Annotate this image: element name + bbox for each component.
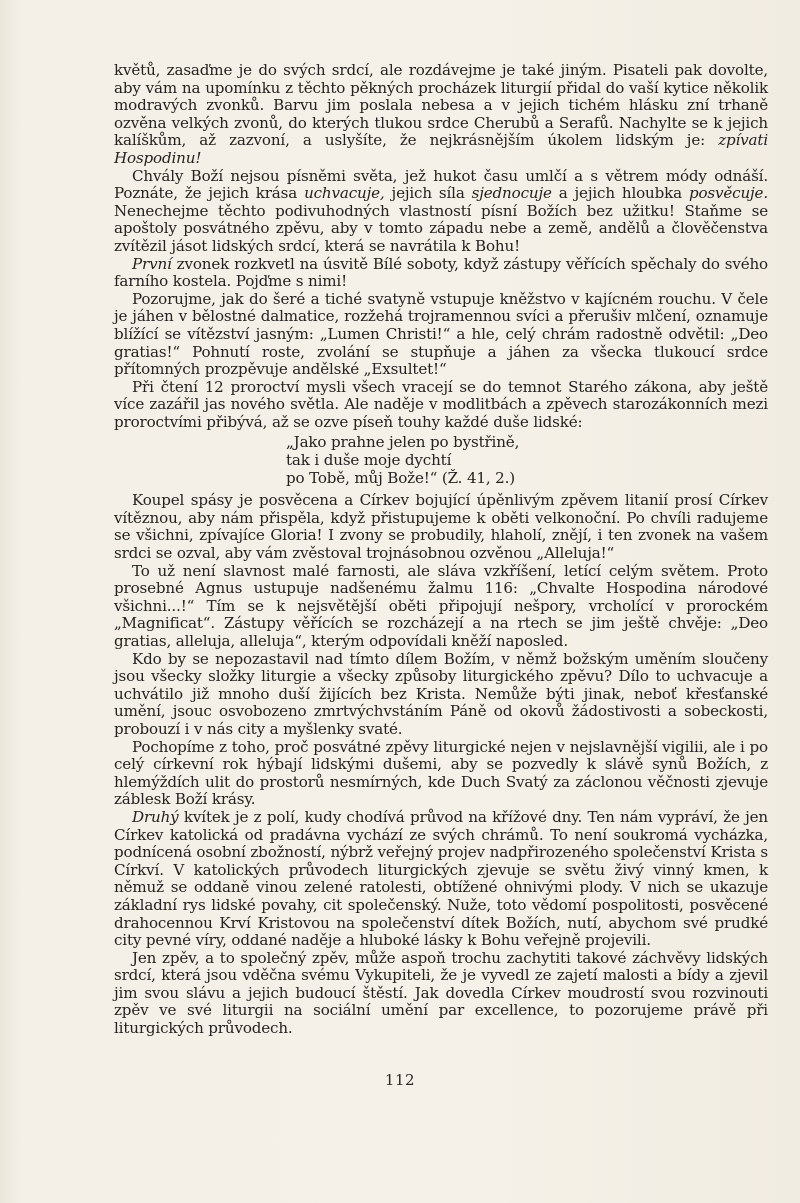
italic-text: zpívati Hospodinu! <box>114 131 768 167</box>
paragraph <box>114 379 768 432</box>
quote-line: tak i duše moje dychtí <box>286 451 452 470</box>
paragraph <box>114 168 768 256</box>
paragraph <box>114 62 768 168</box>
text-run: Koupel spásy je posvěcena a Církev bojující úpěnlivým zpěvem litanií prosí Církev vítěznou, aby nám přispěla, když přistupujeme k oběti velkonoční. Po chvíli radujeme se všichni, zpívajíce Gloria! I zvony se probudily, hlaholí, znějí, i ten zvonek na vašem srdci se ozval, aby vám zvěstoval trojnásobnou ozvěnou „Alleluja!“ <box>114 491 768 563</box>
text-run: Jen zpěv, a to společný zpěv, může aspoň trochu zachytiti takové záchvěvy lidských srdcí, která jsou vděčna svému Vykupiteli, že je vyvedl ze zajetí malosti a bídy a zjevil jim svou slávu a jejich budoucí štěstí. Jak dovedla Církev moudrostí svou rozvinouti zpěv ve své liturgii na sociální umění par excellence, to pozorujeme právě při liturgických průvodech. <box>114 948 768 1038</box>
text-run: květů, zasaďme je do svých srdcí, ale rozdávejme je také jiným. Pisateli pak dovolte, aby vám na upomínku z těchto pěkných procházek liturgií přidal do vaší kytice několik modravých zvonků. Barvu jim poslala nebesa a v jejich tichém hlásku zní trhaně ozvěna velkých zvonů, do kterých tlukou srdce Cherubů a Serafů. Nachylte se k jejich kalíškům, až zazvoní, a uslyšíte, že nejkrásnějším úkolem lidským je: <box>114 61 768 150</box>
italic-text: posvěcuje. <box>688 184 768 203</box>
body-text <box>114 62 768 1038</box>
text-run: zvonek rozkvetl na úsvitě Bílé soboty, když zástupy věřících spěchaly do svého farního kostela. Pojďme s nimi! <box>114 254 768 291</box>
paragraph <box>114 291 768 379</box>
italic-text: Druhý <box>132 807 179 826</box>
paragraph <box>114 809 768 950</box>
paragraph <box>114 651 768 739</box>
text-run: Při čtení 12 proroctví mysli všech vracejí se do temnot Starého zákona, aby ještě více zazářil jas nového světla. Ale naděje v modlitbách a zpěvech starozákonních mezi proroctvími přibývá, až se ozve píseň touhy každé duše lidské: <box>114 377 768 431</box>
page-number: 112 <box>384 1071 416 1089</box>
text-run: Kdo by se nepozastavil nad tímto dílem Božím, v němž božským uměním sloučeny jsou všecky složky liturgie a všecky způsoby liturgického zpěvu? Dílo to uchvacuje a uchvátilo již mnoho duší žijících bez Krista. Nemůže býti jinak, neboť křesťanské umění, jsouc osvobozeno zmrtvýchvstáním Páně od okovů žádostivosti a sobeckosti, probouzí i v nás city a myšlenky svaté. <box>114 649 768 738</box>
italic-text: První <box>132 254 172 273</box>
italic-text: uchvacuje, <box>304 184 385 203</box>
text-run: a jejich hloubka <box>551 184 689 203</box>
text-run: jejich síla <box>384 184 472 203</box>
text-run: kvítek je z polí, kudy chodívá průvod na křížové dny. Ten nám vypráví, že jen Církev katolická od pradávna vychází ze svých chrámů. To není soukromá vycházka, podnícená osobní zbožností, nýbrž veřejný projev nadpřirozeného společenství Krista s Církví. V katolických průvodech liturgických zjevuje se světu živý vinný kmen, k němuž se oddaně vinou zelené ratolesti, obtížené ohnivými plody. V nich se ukazuje základní rys lidské povahy, cit společenský. Nuže, toto vědomí pospolitosti, posvěcené drahocennou Krví Kristovou na společenství dítek Božích, nutí, abychom své prudké city pevné víry, oddané naděje a hluboké lásky k Bohu veřejně projevili. <box>114 807 768 950</box>
paragraph <box>114 739 768 809</box>
text-run: Nenechejme těchto podivuhodných vlastností písní Božích bez užitku! Staňme se apoštoly posvátného zpěvu, aby v tomto západu nebe a země, andělů a člověčenstva zvítězil jásot lidských srdcí, která se navrátila k Bohu! <box>114 201 768 255</box>
text-run: Pochopíme z toho, proč posvátné zpěvy liturgické nejen v nejslavnější vigilii, ale i po celý církevní rok hýbají lidskými dušemi, aby se pozvedly k slávě synů Božích, z hlemýždích ulit do prostorů nesmírných, kde Duch Svatý za záclonou věčnosti zjevuje záblesk Boží krásy. <box>114 737 768 809</box>
text-run: Chvály Boží nejsou písněmi světa, jež hukot času umlčí a s větrem módy odnáší. Poznáte, že jejich krása <box>114 166 768 203</box>
italic-text: sjednocuje <box>471 184 552 203</box>
quote-line: „Jako prahne jelen po bystřině, <box>286 433 520 452</box>
psalm-quote <box>286 434 768 487</box>
paragraph <box>114 256 768 291</box>
paragraph <box>114 563 768 651</box>
text-run: To už není slavnost malé farnosti, ale sláva vzkříšení, letící celým světem. Proto prosebné Agnus ustupuje nadšenému žalmu 116: „Chvalte Hospodina národové všichni...!“ Tím se k nejsvětější oběti připojují nešpory, vrcholící v prorockém „Magnificat“. Zástupy věřících se rozcházejí a na rtech se jim ještě chvěje: „Deo gratias, alleluja, alleluja“, kterým odpovídali kněží naposled. <box>114 561 768 650</box>
text-run: Pozorujme, jak do šeré a tiché svatyně vstupuje kněžstvo v kajícném rouchu. V čele je jáhen v bělostné dalmatice, rozžehá trojramennou svíci a přerušiv mlčení, oznamuje blížící se vítězství jasným: „Lumen Christi!“ a hle, celý chrám radostně odvětil: „Deo gratias!“ Pohnutí roste, zvolání se stupňuje a jáhen za všecka tlukoucí srdce přítomných prozpěvuje andělské „Exsultet!“ <box>114 289 768 379</box>
paragraph <box>114 950 768 1038</box>
quote-line: po Tobě, můj Bože!“ (Ž. 41, 2.) <box>286 468 516 487</box>
paragraph <box>114 492 768 562</box>
